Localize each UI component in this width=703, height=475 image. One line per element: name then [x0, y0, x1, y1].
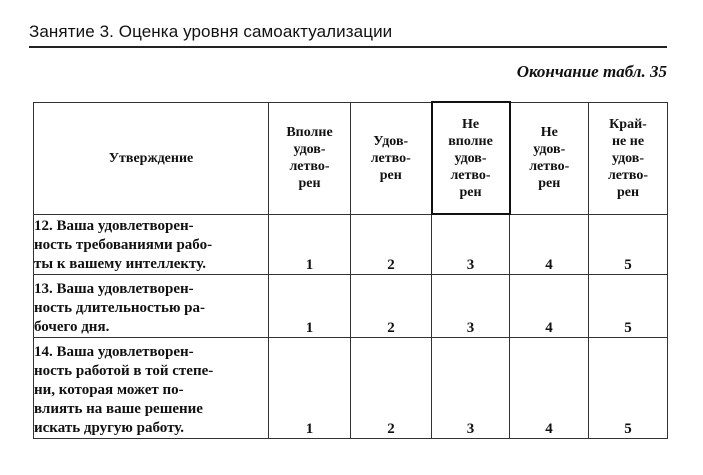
- header-line: удов-: [611, 150, 645, 166]
- header-line: летво-: [607, 167, 649, 183]
- statement-line: бочего дня.: [34, 319, 110, 335]
- rating-cell: 5: [589, 338, 668, 439]
- rating-cell: 3: [432, 275, 510, 338]
- column-header-fully-satisfied: [269, 102, 351, 214]
- rating-cell: 5: [589, 275, 668, 338]
- page-header-title: Занятие 3. Оценка уровня самоактуализации: [29, 22, 393, 41]
- statement-line: искать другую работу.: [34, 420, 184, 436]
- statement-line: ни, которая может по-: [34, 382, 184, 398]
- header-line: Не: [461, 116, 480, 132]
- statement-line: ты к вашему интеллекту.: [34, 256, 206, 272]
- header-line: Не: [540, 125, 558, 140]
- column-header-satisfied: [351, 102, 432, 214]
- rating-cell: 2: [351, 275, 432, 338]
- rating-cell: 1: [269, 275, 351, 338]
- header-line: Вполне: [286, 125, 333, 140]
- header-line: удов-: [293, 142, 326, 157]
- rating-cell: 5: [589, 214, 668, 275]
- header-line: летво-: [289, 159, 330, 174]
- rating-cell: 2: [351, 338, 432, 439]
- header-rule: [29, 46, 667, 48]
- table-header-row: [34, 102, 668, 214]
- rating-cell: 1: [269, 338, 351, 439]
- header-line: летво-: [450, 167, 491, 183]
- table-row: [34, 214, 668, 275]
- statement-cell: [34, 214, 269, 275]
- column-header-not-satisfied: [510, 102, 589, 214]
- statement-line: влиять на ваше решение: [34, 401, 203, 417]
- header-line: вполне: [448, 133, 493, 149]
- statement-cell: [34, 338, 269, 439]
- satisfaction-table: [33, 101, 668, 439]
- header-line: Край-: [609, 116, 647, 132]
- rating-cell: 4: [510, 214, 589, 275]
- rating-cell: 3: [432, 338, 510, 439]
- header-line: рен: [616, 184, 640, 200]
- statement-line: 14. Ваша удовлетворен-: [34, 344, 194, 360]
- header-line: Удов-: [373, 133, 409, 149]
- column-header-statement: [34, 102, 269, 214]
- rating-cell: 2: [351, 214, 432, 275]
- header-line: летво-: [529, 159, 570, 174]
- header-line: Утверждение: [108, 150, 194, 166]
- table-caption: Окончание табл. 35: [516, 62, 667, 81]
- rating-cell: 4: [510, 275, 589, 338]
- statement-line: ность длительностью ра-: [34, 300, 206, 316]
- rating-cell: 4: [510, 338, 589, 439]
- rating-cell: 1: [269, 214, 351, 275]
- statement-line: 13. Ваша удовлетворен-: [34, 281, 194, 297]
- statement-line: ность работой в той степе-: [34, 363, 214, 379]
- table-row: [34, 275, 668, 338]
- table-row: [34, 338, 668, 439]
- column-header-not-fully-satisfied: [432, 102, 510, 214]
- header-line: удов-: [454, 150, 487, 166]
- header-line: рен: [459, 184, 482, 200]
- header-line: рен: [538, 176, 561, 191]
- statement-line: ность требованиями рабо-: [34, 237, 213, 253]
- header-line: рен: [298, 176, 321, 191]
- header-line: летво-: [370, 150, 411, 166]
- header-line: удов-: [533, 142, 566, 157]
- rating-cell: 3: [432, 214, 510, 275]
- statement-cell: [34, 275, 269, 338]
- header-line: не не: [611, 133, 645, 149]
- column-header-extremely-unsatisfied: [589, 102, 668, 214]
- statement-line: 12. Ваша удовлетворен-: [34, 218, 194, 234]
- header-line: рен: [379, 167, 402, 183]
